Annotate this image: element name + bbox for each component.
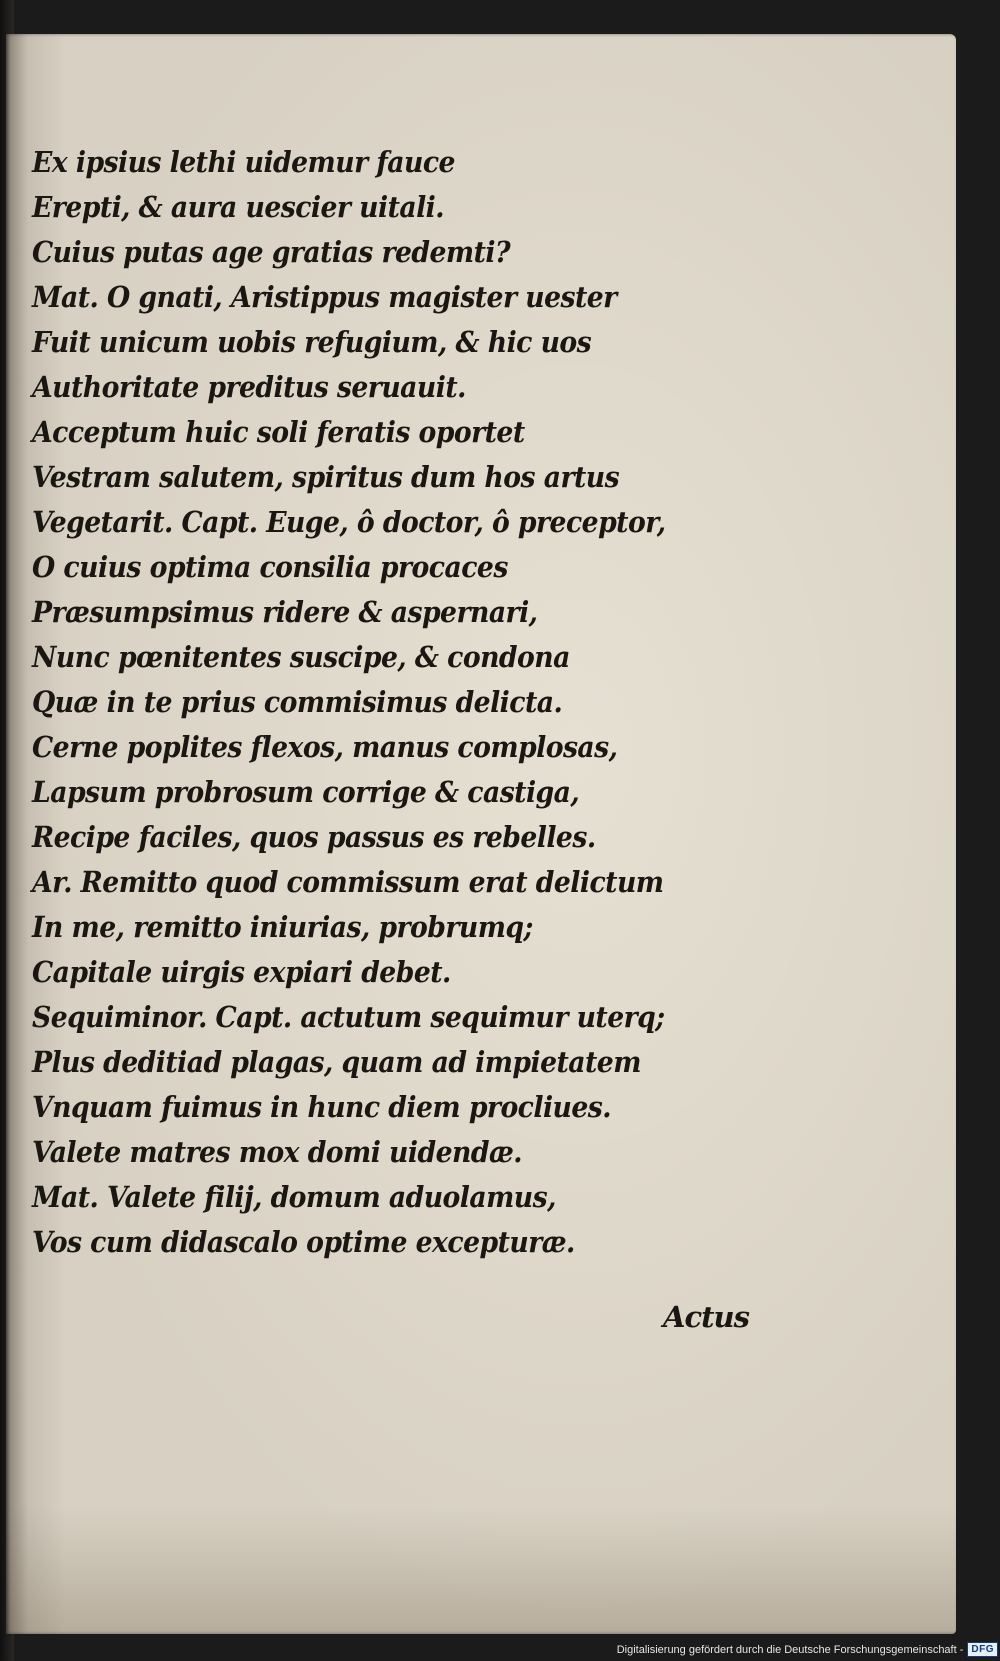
verse-text-block [32, 140, 672, 1265]
verse-line: Lapsum probrosum corrige & castiga, [32, 775, 580, 809]
verse-line: In me, remitto iniurias, probrumq; [32, 910, 533, 944]
verse-line: Vnquam fuimus in hunc diem procliues. [32, 1090, 612, 1124]
verse-line: Valete matres mox domi uidendæ. [32, 1135, 523, 1169]
verse-line: Vos cum didascalo optime excepturæ. [32, 1225, 575, 1259]
verse-line: O cuius optima consilia procaces [32, 550, 508, 584]
verse-line: Mat. Valete filij, domum aduolamus, [32, 1180, 556, 1214]
verse-line: Mat. O gnati, Aristippus magister uester [32, 280, 617, 314]
verse-line: Ex ipsius lethi uidemur fauce [32, 145, 455, 179]
catchword: Actus [663, 1300, 749, 1334]
verse-line: Acceptum huic soli feratis oportet [32, 415, 525, 449]
verse-line: Cerne poplites flexos, manus complosas, [32, 730, 618, 764]
verse-line: Capitale uirgis expiari debet. [32, 955, 451, 989]
verse-line: Præsumpsimus ridere & aspernari, [32, 595, 538, 629]
verse-line: Cuius putas age gratias redemti? [32, 235, 511, 269]
verse-line: Nunc pœnitentes suscipe, & condona [32, 640, 570, 674]
footer [617, 1642, 998, 1657]
verse-line: Vestram salutem, spiritus dum hos artus [32, 460, 620, 494]
verse-line: Recipe faciles, quos passus es rebelles. [32, 820, 596, 854]
verse-line: Quæ in te prius commisimus delicta. [32, 685, 563, 719]
funding-note: Digitalisierung gefördert durch die Deutsche Forschungsgemeinschaft - [616, 1643, 964, 1656]
verse-line: Plus deditiad plagas, quam ad impietatem [32, 1045, 641, 1079]
verse-line: Ar. Remitto quod commissum erat delictum [32, 865, 664, 899]
book-page [6, 34, 956, 1634]
verse-line: Vegetarit. Capt. Euge, ô doctor, ô preceptor, [32, 505, 666, 539]
verse-line: Authoritate preditus seruauit. [32, 370, 466, 404]
verse-line: Sequiminor. Capt. actutum sequimur uterq; [32, 1000, 665, 1034]
dfg-logo: DFG [967, 1642, 998, 1657]
verse-line: Erepti, & aura uescier uitali. [32, 190, 445, 224]
verse-line: Fuit unicum uobis refugium, & hic uos [32, 325, 592, 359]
